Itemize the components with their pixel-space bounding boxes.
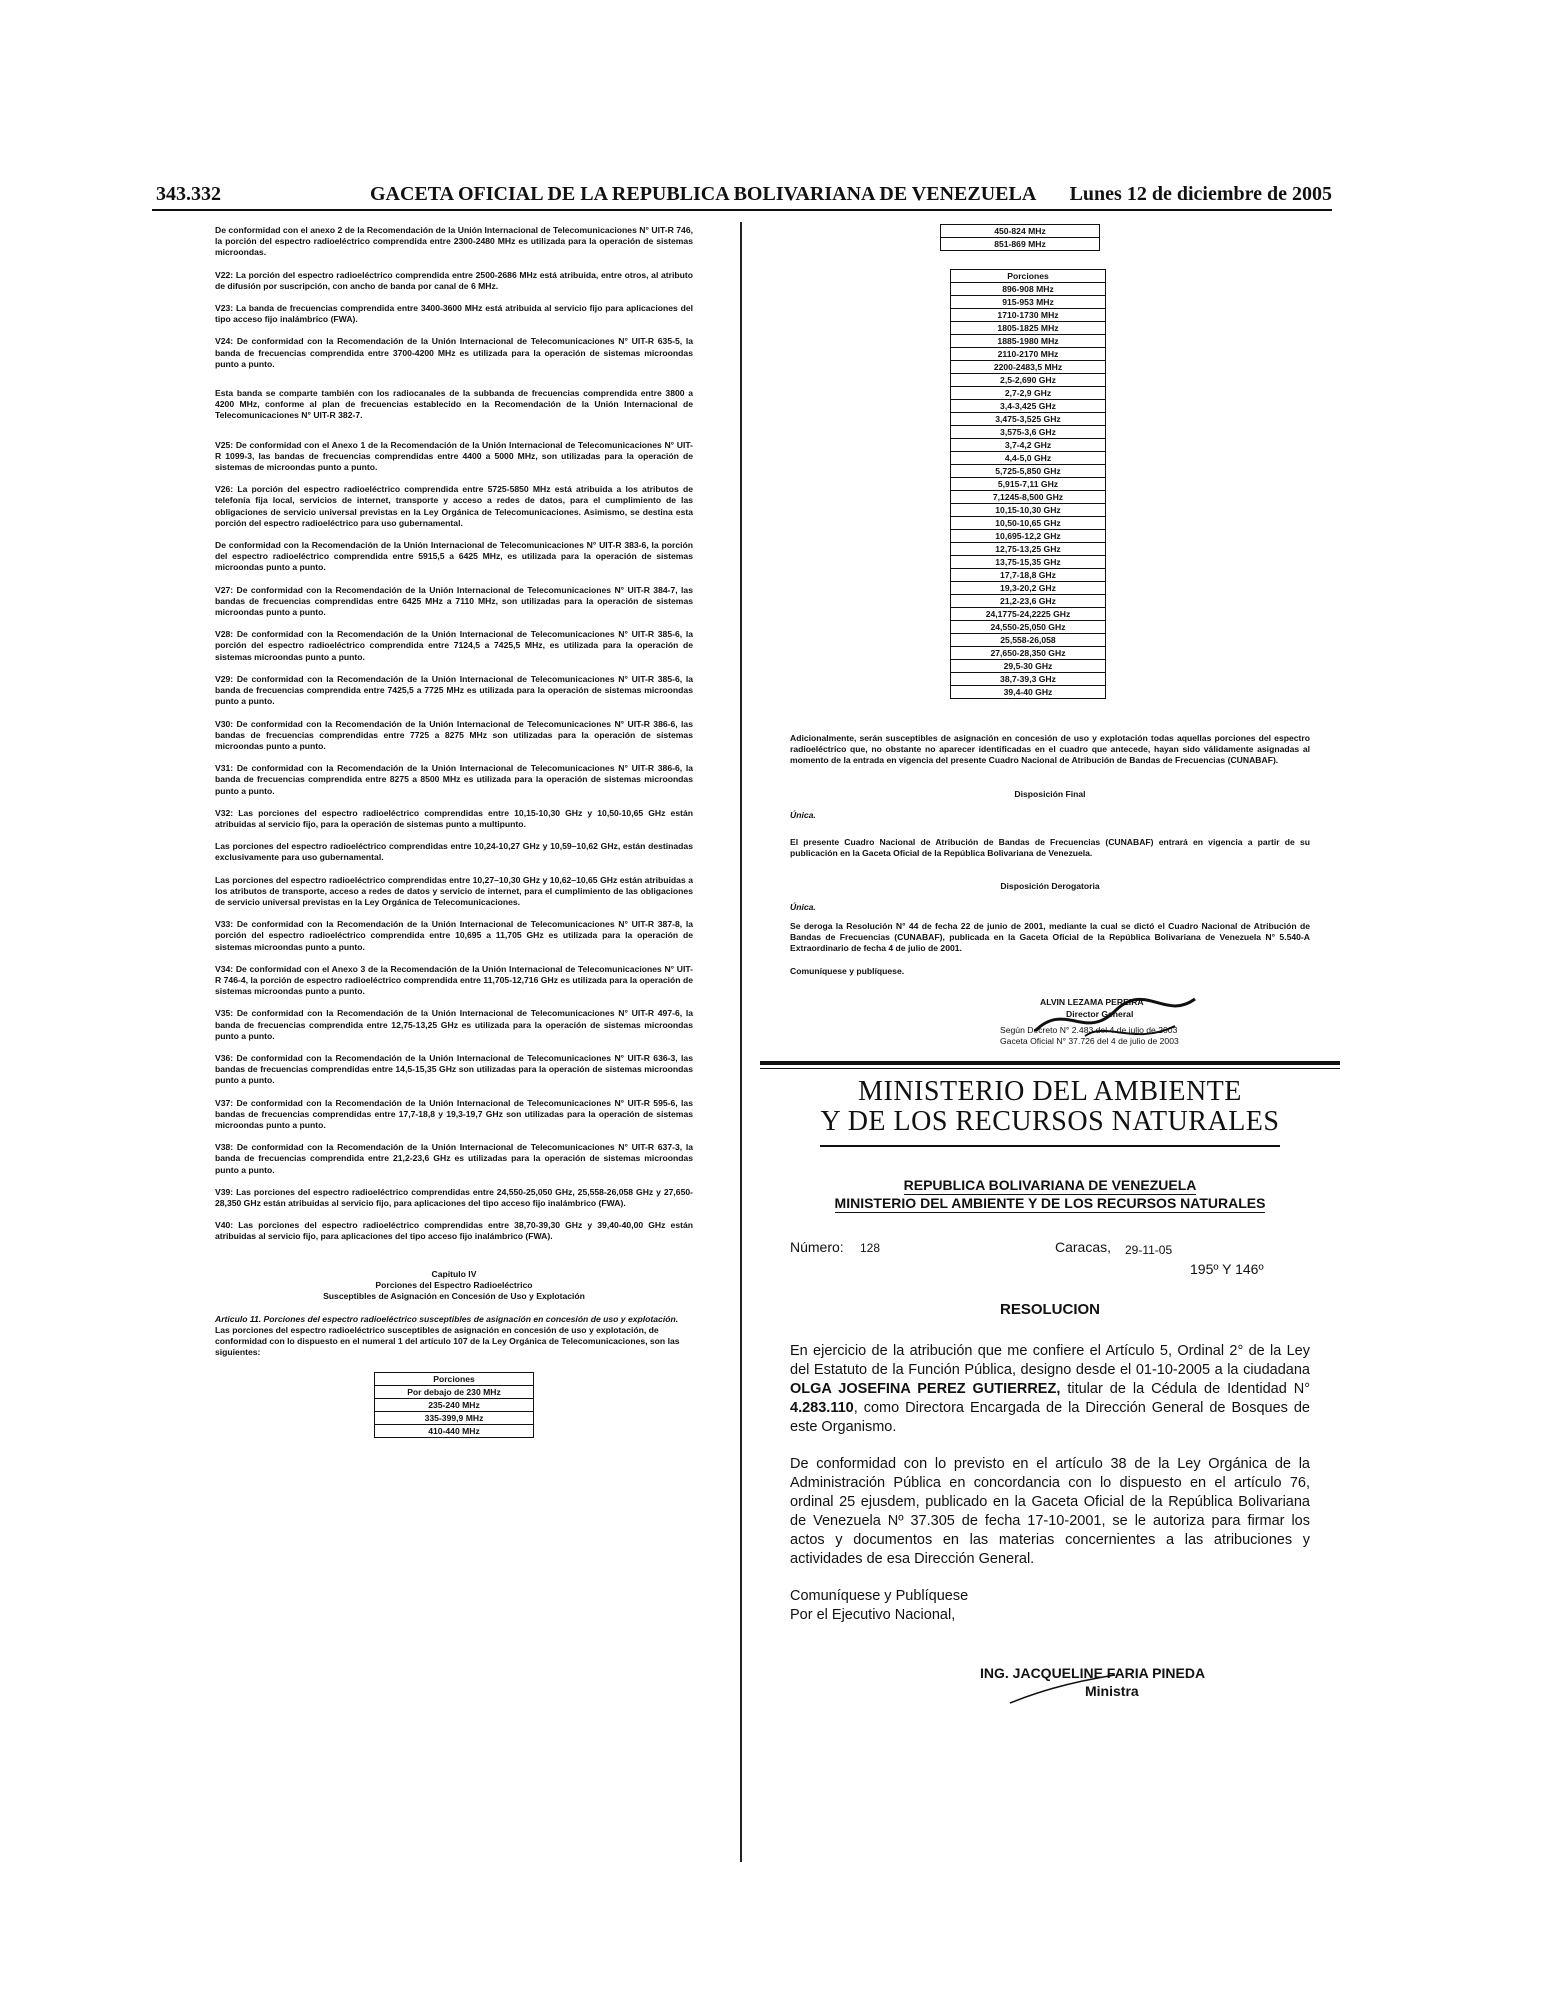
table-header: Porciones bbox=[951, 270, 1106, 283]
table-cell: 5,725-5,850 GHz bbox=[951, 465, 1106, 478]
republic-line: REPUBLICA BOLIVARIANA DE VENEZUELA bbox=[903, 1176, 1197, 1193]
handwritten-signature bbox=[1025, 991, 1205, 1051]
resolution-closing bbox=[790, 1587, 1310, 1625]
caracas-date: 29-11-05 bbox=[1125, 1242, 1173, 1257]
derogatory-text: Se deroga la Resolución N° 44 de fecha 22 de junio de 2001, mediante la cual se dictó el Cuadro Nacional de Atribución de Bandas de Frecuencias (CUNABAF), publicada en la Gaceta Oficial de la República Bolivariana de Venezuela N° 5.540-A Extraordinario de fecha 4 de julio de 2001. bbox=[790, 921, 1310, 954]
paragraph: V34: De conformidad con el Anexo 3 de la Recomendación de la Unión Internacional de Telecomunicaciones N° UIT-R 746-4, la porción de espectro radioeléctrico comprendida entre 11,705-12,716 GHz es utilizada para la operación de sistemas microondas punto a punto. bbox=[215, 963, 693, 997]
issue-date: Lunes 12 de diciembre de 2005 bbox=[1069, 183, 1332, 205]
page-header bbox=[152, 181, 1332, 211]
section-divider bbox=[760, 1061, 1340, 1065]
handwritten-signature bbox=[1005, 1673, 1125, 1707]
ministry-underline bbox=[820, 1145, 1280, 1147]
chapter-title-line1: Porciones del Espectro Radioeléctrico bbox=[375, 1279, 533, 1290]
signatory-name: ALVIN LEZAMA PEREIRA bbox=[1040, 996, 1144, 1007]
table-cell: 1805-1825 MHz bbox=[951, 322, 1106, 335]
ministry-heading bbox=[790, 1077, 1310, 1137]
paragraph: V33: De conformidad con la Recomendación de la Unión Internacional de Telecomunicaciones N° UIT-R 387-8, la porción del espectro radioeléctrico comprendida entre 10,695 a 11,705 GHz es utilizada para la operación de sistemas microondas punto a punto. bbox=[215, 919, 693, 952]
final-unica: Única. bbox=[790, 809, 816, 820]
table-cell: 235-240 MHz bbox=[375, 1398, 534, 1411]
table-header: Porciones bbox=[375, 1372, 534, 1385]
minister-role: Ministra bbox=[1085, 1682, 1139, 1699]
table-cell: 2,7-2,9 GHz bbox=[951, 387, 1106, 400]
table-cell: 3,575-3,6 GHz bbox=[951, 426, 1106, 439]
paragraph: V30: De conformidad con la Recomendación de la Unión Internacional de Telecomunicaciones N° UIT-R 386-6, las bandas de frecuencias comprendidas entre 7725 a 8275 MHz son utilizadas para la operación de sistemas microondas punto a punto. bbox=[215, 718, 693, 751]
table-cell: 2200-2483,5 MHz bbox=[951, 361, 1106, 374]
minister-name: ING. JACQUELINE FARIA PINEDA bbox=[980, 1664, 1206, 1681]
chapter-number: Capitulo IV bbox=[431, 1268, 477, 1279]
table-cell: 38,7-39,3 GHz bbox=[951, 673, 1106, 686]
table-cell: 1885-1980 MHz bbox=[951, 335, 1106, 348]
paragraph: V26: La porción del espectro radioeléctrico comprendida entre 5725-5850 MHz está atribuida a los atributos de telefonía fija local, servicios de internet, transporte y acceso a redes de datos, para el cumplimiento de las obligaciones de servicio universal previstas en la Ley Orgánica de Telecomunicaciones. Asimismo, se destina esta porción del espectro radioeléctrico para uso gubernamental. bbox=[215, 484, 693, 528]
paragraph: V29: De conformidad con la Recomendación de la Unión Internacional de Telecomunicaciones N° UIT-R 385-6, la banda de frecuencias comprendida entre 7425,5 a 7725 MHz es utilizada para la operación de sistemas microondas punto a punto. bbox=[215, 673, 693, 707]
paragraph: V37: De conformidad con la Recomendación de la Unión Internacional de Telecomunicaciones N° UIT-R 595-6, las bandas de frecuencias comprendidas entre 17,7-18,8 y 19,3-19,7 GHz son utilizadas para la operación de sistemas microondas punto a punto. bbox=[215, 1097, 693, 1130]
table-cell: 1710-1730 MHz bbox=[951, 309, 1106, 322]
table-cell: 335-399,9 MHz bbox=[375, 1411, 534, 1424]
ministry-line1: MINISTERIO DEL AMBIENTE bbox=[858, 1075, 1242, 1107]
table-cell: 25,558-26,058 bbox=[951, 634, 1106, 647]
table-cell: 3,7-4,2 GHz bbox=[951, 439, 1106, 452]
table-cell: 27,650-28,350 GHz bbox=[951, 647, 1106, 660]
left-column bbox=[215, 225, 693, 1438]
table-cell: 2110-2170 MHz bbox=[951, 348, 1106, 361]
letterhead bbox=[790, 1177, 1310, 1213]
article-body: Las porciones del espectro radioeléctrico susceptibles de asignación en concesión de uso y explotación, de conformidad con lo dispuesto en el numeral 1 del artículo 107 de la Ley Orgánica de Telecomunicaciones, son las siguientes: bbox=[215, 1324, 680, 1357]
table-cell: 450-824 MHz bbox=[941, 225, 1100, 238]
caracas-label: Caracas, bbox=[1055, 1238, 1112, 1255]
resolution-paragraph-2: De conformidad con lo previsto en el artículo 38 de la Ley Orgánica de la Administración Pública en concordancia con lo dispuesto en el artículo 76, ordinal 25 ejusdem, publicado en la Gaceta Oficial de la República Bolivariana de Venezuela Nº 37.305 de fecha 17-10-2001, se le autoriza para firmar los actos y documentos en las materias concernientes a las atribuciones y actividades de esa Dirección General. bbox=[790, 1455, 1310, 1567]
signatory-decree: Según Decreto N° 2.483 del 4 de julio de 2003 bbox=[1000, 1024, 1178, 1035]
page-number: 343.332 bbox=[156, 183, 221, 205]
paragraph: V23: La banda de frecuencias comprendida entre 3400-3600 MHz está atribuida al servicio fijo para aplicaciones del tipo acceso fijo inalámbrico (FWA). bbox=[215, 303, 693, 325]
table-cell: 3,475-3,525 GHz bbox=[951, 413, 1106, 426]
resolution-paragraph-1 bbox=[790, 1342, 1310, 1437]
id-number: 4.283.110 bbox=[790, 1399, 854, 1416]
additional-paragraph: Adicionalmente, serán susceptibles de asignación en concesión de uso y explotación todas aquellas porciones del espectro radioeléctrico que, no obstante no aparecer identificadas en el cuadro que antecede, hayan sido válidamente asignadas al momento de la entrada en vigencia del presente Cuadro Nacional de Atribución de Bandas de Frecuencias (CUNABAF). bbox=[790, 733, 1310, 766]
table-cell: 10,50-10,65 GHz bbox=[951, 517, 1106, 530]
resolution-meta bbox=[790, 1239, 1310, 1283]
derog-unica: Única. bbox=[790, 902, 816, 913]
text-run: titular de la Cédula de Identidad N° bbox=[1060, 1380, 1310, 1397]
resolution-body bbox=[790, 1342, 1310, 1625]
text-run: Comuníquese y Publíquese bbox=[790, 1587, 969, 1604]
table-cell: 3,4-3,425 GHz bbox=[951, 400, 1106, 413]
signatory-gaceta: Gaceta Oficial N° 37.726 del 4 de julio de 2003 bbox=[1000, 1035, 1179, 1046]
table-cell: 4,4-5,0 GHz bbox=[951, 452, 1106, 465]
paragraph: V27: De conformidad con la Recomendación de la Unión Internacional de Telecomunicaciones N° UIT-R 384-7, las bandas de frecuencias comprendidas entre 6425 MHz a 7110 MHz, son utilizadas para la operación de sistemas microondas punto a punto. bbox=[215, 584, 693, 618]
paragraph: Las porciones del espectro radioeléctrico comprendidas entre 10,24-10,27 GHz y 10,59–10,62 GHz, están destinadas exclusivamente para uso gubernamental. bbox=[215, 841, 693, 863]
right-column bbox=[790, 224, 1310, 1715]
resolution-title: RESOLUCION bbox=[999, 1300, 1100, 1318]
paragraph: V22: La porción del espectro radioeléctrico comprendida entre 2500-2686 MHz está atribuida, entre otros, al atributo de difusión por suscripción, con ancho de banda por canal de 6 MHz. bbox=[215, 269, 693, 291]
text-run: Por el Ejecutivo Nacional, bbox=[790, 1606, 956, 1623]
table-cell: 7,1245-8,500 GHz bbox=[951, 491, 1106, 504]
table-cell: 896-908 MHz bbox=[951, 283, 1106, 296]
final-disposition-title: Disposición Final bbox=[1014, 788, 1086, 799]
paragraph: V40: Las porciones del espectro radioeléctrico comprendidas entre 38,70-39,30 GHz y 39,40-40,00 GHz están atribuidas al servicio fijo, para aplicaciones del tipo acceso fijo inalámbrico (FWA). bbox=[215, 1220, 693, 1242]
table-cell: 5,915-7,11 GHz bbox=[951, 478, 1106, 491]
table-cell: 2,5-2,690 GHz bbox=[951, 374, 1106, 387]
ministry-line2: Y DE LOS RECURSOS NATURALES bbox=[820, 1105, 1280, 1137]
paragraph: V35: De conformidad con la Recomendación de la Unión Internacional de Telecomunicaciones N° UIT-R 497-6, la banda de frecuencias comprendida entre 12,75-13,25 GHz es utilizada para la operación de sistemas microondas punto a punto. bbox=[215, 1008, 693, 1041]
appointee-name: OLGA JOSEFINA PEREZ GUTIERREZ, bbox=[790, 1380, 1061, 1397]
table-cell: 10,695-12,2 GHz bbox=[951, 530, 1106, 543]
paragraph: V38: De conformidad con la Recomendación de la Unión Internacional de Telecomunicaciones N° UIT-R 637-3, la banda de frecuencias comprendida entre 21,2-23,6 GHz es utilizadas para la operación de sistemas microondas punto a punto. bbox=[215, 1142, 693, 1175]
table-cell: 915-953 MHz bbox=[951, 296, 1106, 309]
derogatory-disposition-title: Disposición Derogatoria bbox=[1000, 881, 1100, 892]
section-divider-thin bbox=[760, 1068, 1340, 1069]
table-cell: 29,5-30 GHz bbox=[951, 660, 1106, 673]
article-title: Articulo 11. Porciones del espectro radioeléctrico susceptibles de asignación en concesión de uso y explotación. bbox=[215, 1313, 679, 1324]
table-cell: 19,3-20,2 GHz bbox=[951, 582, 1106, 595]
table-cell: Por debajo de 230 MHz bbox=[375, 1385, 534, 1398]
minister-signature bbox=[790, 1665, 1310, 1715]
ministry-line: MINISTERIO DEL AMBIENTE Y DE LOS RECURSOS NATURALES bbox=[834, 1194, 1266, 1211]
paragraph: Esta banda se comparte también con los radiocanales de la subbanda de frecuencias comprendida entre 3800 a 4200 MHz, conforme al plan de frecuencias establecido en la Recomendación de la Unión Internacional de Telecomunicaciones N° UIT-R 382-7. bbox=[215, 388, 693, 421]
signature-block bbox=[790, 985, 1310, 1061]
frequency-table-right bbox=[950, 269, 1106, 699]
paragraph: V28: De conformidad con la Recomendación de la Unión Internacional de Telecomunicaciones N° UIT-R 385-6, la porción del espectro radioeléctrico comprendida entre 7124,5 a 7425,5 MHz, es utilizada para la operación de sistemas microondas punto a punto. bbox=[215, 629, 693, 662]
paragraph: V32: Las porciones del espectro radioeléctrico comprendidas entre 10,15-10,30 GHz y 10,50-10,65 GHz están atribuidas al servicio fijo, para la operación de sistemas punto a multipunto. bbox=[215, 807, 693, 829]
table-cell: 21,2-23,6 GHz bbox=[951, 595, 1106, 608]
paragraph: V39: Las porciones del espectro radioeléctrico comprendidas entre 24,550-25,050 GHz, 25,558-26,058 GHz y 27,650-28,350 GHz están atribuidas al servicio fijo, para aplicaciones del tipo acceso fijo inalámbrico (FWA). bbox=[215, 1186, 693, 1208]
table-cell: 24,1775-24,2225 GHz bbox=[951, 608, 1106, 621]
chapter-title-line2: Susceptibles de Asignación en Concesión de Uso y Explotación bbox=[323, 1290, 585, 1301]
column-divider bbox=[740, 222, 742, 1862]
table-cell: 851-869 MHz bbox=[941, 238, 1100, 251]
paragraph: V36: De conformidad con la Recomendación de la Unión Internacional de Telecomunicaciones N° UIT-R 636-3, las bandas de frecuencias comprendidas entre 14,5-15,35 GHz son utilizadas para la operación de sistemas microondas punto a punto. bbox=[215, 1052, 693, 1086]
paragraph: De conformidad con el anexo 2 de la Recomendación de la Unión Internacional de Telecomunicaciones N° UIT-R 746, la porción del espectro radioeléctrico comprendida entre 2300-2480 MHz es utilizada para la operación de sistemas microondas. bbox=[215, 225, 693, 258]
table-cell: 24,550-25,050 GHz bbox=[951, 621, 1106, 634]
table-cell: 410-440 MHz bbox=[375, 1424, 534, 1437]
comuniquese: Comuníquese y publíquese. bbox=[790, 965, 905, 976]
text-run: En ejercicio de la atribución que me confiere el Artículo 5, Ordinal 2° de la Ley del Estatuto de la Función Pública, designo desde el 01-10-2005 a la ciudadana bbox=[790, 1342, 1310, 1378]
numero-value: 128 bbox=[860, 1240, 881, 1255]
table-cell: 17,7-18,8 GHz bbox=[951, 569, 1106, 582]
gazette-title: GACETA OFICIAL DE LA REPUBLICA BOLIVARIANA DE VENEZUELA bbox=[370, 183, 1037, 205]
years: 195º Y 146º bbox=[1190, 1260, 1264, 1277]
frequency-table-continued bbox=[940, 224, 1100, 251]
paragraph: De conformidad con la Recomendación de la Unión Internacional de Telecomunicaciones N° UIT-R 383-6, la porción del espectro radioeléctrico comprendida entre 5915,5 a 6425 MHz, es utilizada para la operación de sistemas microondas punto a punto. bbox=[215, 540, 693, 573]
frequency-table-left bbox=[374, 1372, 534, 1438]
table-cell: 39,4-40 GHz bbox=[951, 686, 1106, 699]
paragraph: Las porciones del espectro radioeléctrico comprendidas entre 10,27–10,30 GHz y 10,62–10,65 GHz están atribuidas a los atributos de transporte, acceso a redes de datos y servicio de internet, para el cumplimiento de las obligaciones de servicio universal previstas en la Ley Orgánica de Telecomunicaciones. bbox=[215, 874, 693, 907]
chapter-heading bbox=[215, 1269, 693, 1302]
paragraph: V31: De conformidad con la Recomendación de la Unión Internacional de Telecomunicaciones N° UIT-R 386-6, la banda de frecuencias comprendida entre 8275 a 8500 MHz es utilizada para la operación de sistemas microondas punto a punto. bbox=[215, 763, 693, 796]
table-cell: 10,15-10,30 GHz bbox=[951, 504, 1106, 517]
numero-label: Número: bbox=[790, 1238, 844, 1255]
text-run: , como Directora Encargada de la Dirección General de Bosques de este Organismo. bbox=[790, 1399, 1310, 1435]
paragraph: V25: De conformidad con el Anexo 1 de la Recomendación de la Unión Internacional de Telecomunicaciones N° UIT-R 1099-3, las bandas de frecuencias comprendidas entre 4400 a 5000 MHz, son utilizadas para la operación de sistemas de microondas punto a punto. bbox=[215, 439, 693, 473]
table-cell: 12,75-13,25 GHz bbox=[951, 543, 1106, 556]
signatory-role: Director General bbox=[1066, 1008, 1134, 1019]
table-cell: 13,75-15,35 GHz bbox=[951, 556, 1106, 569]
paragraph: V24: De conformidad con la Recomendación de la Unión Internacional de Telecomunicaciones N° UIT-R 635-5, la banda de frecuencias comprendida entre 3700-4200 MHz es utilizada para la operación de sistemas microondas punto a punto. bbox=[215, 336, 693, 369]
article-11 bbox=[215, 1314, 693, 1358]
final-disposition-text: El presente Cuadro Nacional de Atribución de Bandas de Frecuencias (CUNABAF) entrará en vigencia a partir de su publicación en la Gaceta Oficial de la República Bolivariana de Venezuela. bbox=[790, 836, 1310, 858]
